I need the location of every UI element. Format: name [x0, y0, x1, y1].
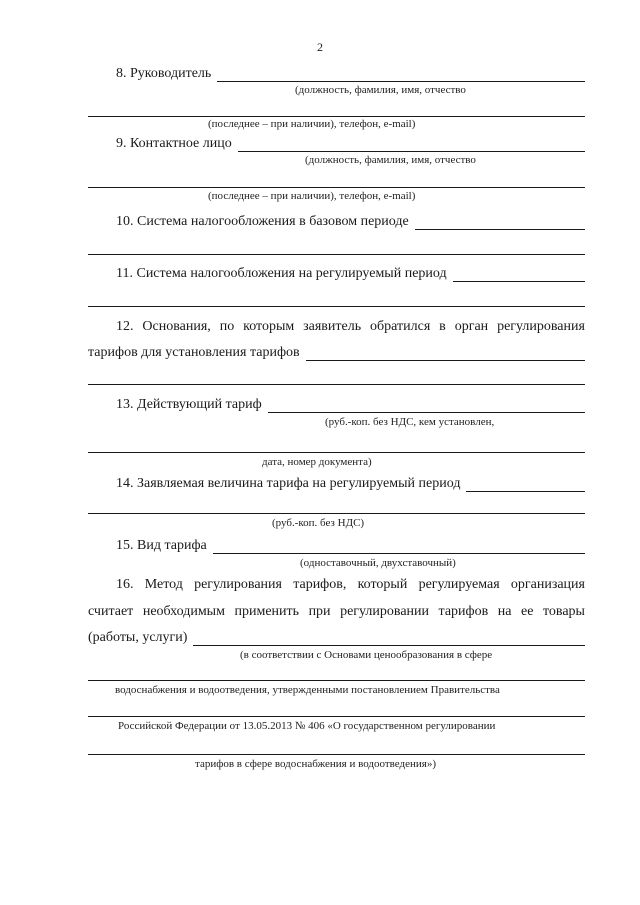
method-label: (работы, услуги) — [88, 630, 188, 645]
grounds-word: которым — [243, 319, 295, 334]
grounds-word: по — [219, 319, 235, 334]
current-tariff-hint-2: дата, номер документа) — [262, 456, 372, 468]
tax-base-input-line-2[interactable] — [88, 254, 585, 255]
method-word: считает — [88, 604, 134, 619]
current-tariff-label: 13. Действующий тариф — [116, 397, 262, 412]
current-tariff-input-line-2[interactable] — [88, 452, 585, 453]
grounds-field-row — [88, 345, 585, 361]
manager-label: 8. Руководитель — [116, 66, 212, 81]
grounds-input-line-2[interactable] — [88, 384, 585, 385]
grounds-input-line[interactable] — [306, 347, 585, 361]
method-word: Метод — [144, 577, 183, 592]
contact-input-line[interactable] — [238, 138, 585, 152]
method-word: на — [497, 604, 512, 619]
contact-field-row — [88, 136, 585, 152]
current-tariff-row — [88, 397, 585, 413]
contact-hint-1: (должность, фамилия, имя, отчество — [305, 154, 476, 166]
current-tariff-hint-1: (руб.-коп. без НДС, кем установлен, — [325, 416, 495, 428]
tax-base-input-line[interactable] — [415, 216, 585, 230]
method-word: который — [357, 577, 408, 592]
requested-tariff-input-line-2[interactable] — [88, 513, 585, 514]
method-word: организация — [510, 577, 585, 592]
tariff-type-input-line[interactable] — [213, 540, 585, 554]
requested-tariff-hint: (руб.-коп. без НДС) — [272, 517, 365, 529]
tariff-type-label: 15. Вид тарифа — [116, 538, 207, 553]
grounds-label: тарифов для установления тарифов — [88, 345, 300, 360]
contact-input-line-2[interactable] — [88, 187, 585, 188]
grounds-word: регулирования — [497, 319, 585, 334]
manager-input-line-2[interactable] — [88, 116, 585, 117]
method-word: регулируемая — [418, 577, 500, 592]
method-hint-3: Российской Федерации от 13.05.2013 № 406 «О государственном регулировании — [118, 720, 496, 732]
page-number: 2 — [317, 40, 323, 54]
requested-tariff-label: 14. Заявляемая величина тарифа на регулируемый период — [116, 476, 461, 491]
grounds-word: обратился — [370, 319, 431, 334]
manager-hint-2: (последнее – при наличии), телефон, e-mail) — [208, 118, 416, 130]
tariff-type-hint: (одноставочный, двухставочный) — [300, 557, 456, 569]
grounds-word: в — [439, 319, 446, 334]
grounds-word: заявитель — [303, 319, 362, 334]
tax-base-label: 10. Система налогообложения в базовом периоде — [116, 214, 409, 229]
manager-field-row — [88, 66, 585, 82]
grounds-word: 12. — [116, 319, 134, 334]
contact-hint-2: (последнее – при наличии), телефон, e-mail) — [208, 190, 416, 202]
tax-base-row — [88, 214, 585, 230]
grounds-word: Основания, — [142, 319, 211, 334]
manager-input-line[interactable] — [217, 68, 585, 82]
method-input-line-3[interactable] — [88, 716, 585, 717]
method-word: применить — [234, 604, 300, 619]
method-hint-4: тарифов в сфере водоснабжения и водоотведения») — [195, 758, 436, 770]
method-hint-1: (в соответствии с Основами ценообразования в сфере — [240, 649, 493, 661]
method-word: при — [308, 604, 331, 619]
method-word: товары — [542, 604, 585, 619]
contact-label: 9. Контактное лицо — [116, 136, 232, 151]
tax-regulated-input-line[interactable] — [453, 268, 585, 282]
method-input-line-2[interactable] — [88, 680, 585, 681]
method-input-line-4[interactable] — [88, 754, 585, 755]
tax-regulated-label: 11. Система налогообложения на регулируемый период — [116, 266, 447, 281]
method-word: тарифов — [438, 604, 489, 619]
grounds-word: орган — [454, 319, 489, 334]
method-field-row — [88, 630, 585, 646]
method-word: регулирования — [194, 577, 282, 592]
method-word: 16. — [116, 577, 134, 592]
manager-hint-1: (должность, фамилия, имя, отчество — [295, 84, 466, 96]
tariff-type-row — [88, 538, 585, 554]
requested-tariff-input-line[interactable] — [466, 478, 585, 492]
method-word: регулировании — [340, 604, 430, 619]
current-tariff-input-line[interactable] — [268, 399, 585, 413]
requested-tariff-row — [88, 476, 585, 492]
tax-regulated-input-line-2[interactable] — [88, 306, 585, 307]
method-input-line[interactable] — [193, 632, 585, 646]
tax-regulated-row — [88, 266, 585, 282]
method-hint-2: водоснабжения и водоотведения, утвержденными постановлением Правительства — [115, 684, 500, 696]
method-paragraph-line-1 — [116, 577, 585, 593]
method-word: необходимым — [142, 604, 225, 619]
grounds-paragraph-line-1 — [116, 319, 585, 335]
method-word: ее — [521, 604, 534, 619]
method-word: тарифов, — [293, 577, 347, 592]
method-paragraph-line-2 — [88, 604, 585, 620]
